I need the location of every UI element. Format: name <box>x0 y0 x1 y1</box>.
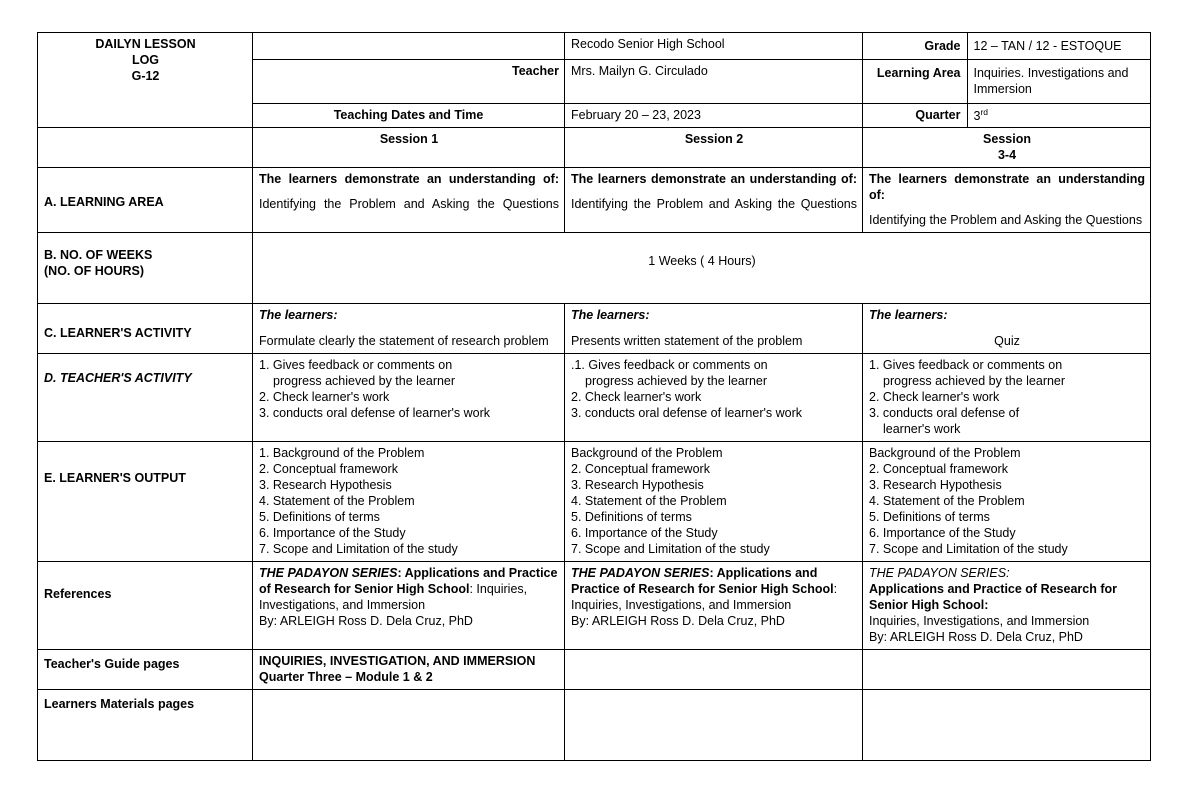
teachers-guide-s1-line-1: INQUIRIES, INVESTIGATION, AND IMMERSION <box>259 653 536 668</box>
learning-area-session1 <box>253 167 565 232</box>
learning-area-pair-cell <box>863 60 1151 104</box>
references-s2-author: By: ARLEIGH Ross D. Dela Cruz, PhD <box>571 613 785 628</box>
school-label-cell <box>253 33 565 60</box>
references-s1-series: THE PADAYON SERIES <box>259 565 398 580</box>
daily-lesson-log-table <box>37 32 1151 761</box>
row-no-of-weeks <box>38 232 1151 303</box>
session-header-row <box>38 127 1151 167</box>
quarter-value-cell <box>967 104 1151 127</box>
learning-area-value: Inquiries. Investigations and Immersion <box>973 66 1129 97</box>
row-learners-materials-pages <box>38 689 1151 760</box>
references-s3-author: By: ARLEIGH Ross D. Dela Cruz, PhD <box>869 629 1083 644</box>
learners-activity-s2-lead: The learners: <box>571 307 650 322</box>
learners-output-session3 <box>863 441 1151 561</box>
session-2-header: Session 2 <box>565 127 863 167</box>
learners-output-s2-item-2: 2. Conceptual framework <box>571 461 710 476</box>
learners-activity-s1-lead: The learners: <box>259 307 338 322</box>
teachers-activity-s2-item-2: 2. Check learner's work <box>571 389 702 404</box>
learners-output-s1-item-3: 3. Research Hypothesis <box>259 477 392 492</box>
row-teachers-activity <box>38 353 1151 441</box>
row-label-teachers-guide: Teacher's Guide pages <box>38 649 253 689</box>
learning-area-session3 <box>863 167 1151 232</box>
row-label-learners-materials: Learners Materials pages <box>38 689 253 760</box>
teachers-activity-s2-item-3: 3. conducts oral defense of learner's work <box>571 405 802 420</box>
learners-output-s2-item-5: 5. Definitions of terms <box>571 509 692 524</box>
learners-output-session2 <box>565 441 863 561</box>
learners-activity-s2-body: Presents written statement of the problem <box>571 333 803 348</box>
teachers-guide-s1-line-2: Quarter Three – Module 1 & 2 <box>259 669 433 684</box>
teacher-value: Mrs. Mailyn G. Circulado <box>565 60 863 104</box>
references-session1 <box>253 561 565 649</box>
learners-activity-session3 <box>863 303 1151 353</box>
learners-output-s3-item-1: Background of the Problem <box>869 445 1021 460</box>
learners-output-s3-item-3: 3. Research Hypothesis <box>869 477 1002 492</box>
row-label-references: References <box>38 561 253 649</box>
session-3-header-line-1: Session <box>983 131 1031 146</box>
teachers-activity-s2-item-1: .1. Gives feedback or comments on <box>571 357 768 372</box>
learners-output-session1 <box>253 441 565 561</box>
header-row-school <box>38 33 1151 60</box>
teachers-guide-session1 <box>253 649 565 689</box>
teachers-activity-s1-item-1-cont: progress achieved by the learner <box>273 373 456 388</box>
learners-output-s3-item-2: 2. Conceptual framework <box>869 461 1008 476</box>
row-label-no-of-weeks <box>38 232 253 303</box>
learners-activity-s3-body: Quiz <box>994 333 1020 348</box>
learners-output-s1-item-2: 2. Conceptual framework <box>259 461 398 476</box>
teachers-activity-s1-item-3: 3. conducts oral defense of learner's work <box>259 405 490 420</box>
no-of-weeks-value: 1 Weeks ( 4 Hours) <box>253 232 1151 303</box>
log-title-cell <box>38 33 253 128</box>
learning-area-s3-body: Identifying the Problem and Asking the Questions <box>869 212 1143 227</box>
learning-area-s1-lead: The learners demonstrate an understanding of: <box>259 171 559 186</box>
learners-output-s2-item-4: 4. Statement of the Problem <box>571 493 727 508</box>
references-session3 <box>863 561 1151 649</box>
learners-output-s3-item-4: 4. Statement of the Problem <box>869 493 1025 508</box>
row-label-learners-activity: C. LEARNER'S ACTIVITY <box>38 303 253 353</box>
teaching-dates-label: Teaching Dates and Time <box>253 103 565 127</box>
learners-output-s2-item-6: 6. Importance of the Study <box>571 525 718 540</box>
references-session2 <box>565 561 863 649</box>
references-s2-bold: : Applications and Practice of Research for Senior High School <box>571 565 834 596</box>
teachers-guide-session3 <box>863 649 1151 689</box>
teachers-activity-s3-item-1: 1. Gives feedback or comments on <box>869 357 1063 372</box>
learners-activity-session2 <box>565 303 863 353</box>
teachers-activity-s3-item-3-cont: learner's work <box>883 421 961 436</box>
references-s2-rest: : Inquiries, Investigations, and Immersion <box>571 581 838 612</box>
row-learning-area <box>38 167 1151 232</box>
learners-output-s2-item-3: 3. Research Hypothesis <box>571 477 704 492</box>
learners-materials-session3 <box>863 689 1151 760</box>
learners-activity-s1-body: Formulate clearly the statement of research problem <box>259 333 549 348</box>
quarter-pair-cell <box>863 103 1151 127</box>
row-label-learners-output: E. LEARNER'S OUTPUT <box>38 441 253 561</box>
row-label-no-of-weeks-line-1: B. NO. OF WEEKS <box>44 247 153 262</box>
learners-materials-session1 <box>253 689 565 760</box>
learners-output-s1-item-7: 7. Scope and Limitation of the study <box>259 541 458 556</box>
grade-pair-cell <box>863 33 1151 60</box>
teachers-activity-session1 <box>253 353 565 441</box>
session-3-header <box>863 127 1151 167</box>
references-s2-text <box>571 565 857 613</box>
teachers-guide-session2 <box>565 649 863 689</box>
school-value: Recodo Senior High School <box>565 33 863 60</box>
references-s2-series: THE PADAYON SERIES <box>571 565 710 580</box>
learning-area-s3-lead: The learners demonstrate an understanding of: <box>869 171 1145 202</box>
learners-output-s1-item-1: 1. Background of the Problem <box>259 445 425 460</box>
learners-output-s3-item-5: 5. Definitions of terms <box>869 509 990 524</box>
session-1-header: Session 1 <box>253 127 565 167</box>
learners-output-s2-item-7: 7. Scope and Limitation of the study <box>571 541 770 556</box>
row-label-no-of-weeks-line-2: (NO. OF HOURS) <box>44 263 144 278</box>
grade-value: 12 – TAN / 12 - ESTOQUE <box>973 39 1122 53</box>
session-header-blank <box>38 127 253 167</box>
teachers-activity-s3-item-1-cont: progress achieved by the learner <box>883 373 1066 388</box>
learning-area-s1-body: Identifying the Problem and Asking the Questions <box>259 196 559 211</box>
teaching-dates-value: February 20 – 23, 2023 <box>565 103 863 127</box>
teachers-activity-s2-item-1-cont: progress achieved by the learner <box>585 373 768 388</box>
learning-area-s2-body: Identifying the Problem and Asking the Questions <box>571 196 857 211</box>
log-title-line-1: DAILYN LESSON <box>95 37 196 51</box>
log-title-line-3: G-12 <box>131 69 160 83</box>
row-teachers-guide-pages <box>38 649 1151 689</box>
references-s3-series: THE PADAYON SERIES: <box>869 565 1010 580</box>
row-learners-activity <box>38 303 1151 353</box>
row-label-teachers-activity: D. TEACHER'S ACTIVITY <box>38 353 253 441</box>
references-s3-bold: Applications and Practice of Research for Senior High School: <box>869 581 1117 612</box>
learners-output-s3-item-7: 7. Scope and Limitation of the study <box>869 541 1068 556</box>
learners-activity-s3-lead: The learners: <box>869 307 948 322</box>
references-s1-bold: : Applications and Practice of Research for Senior High School <box>259 565 558 596</box>
learning-area-session2 <box>565 167 863 232</box>
session-3-header-line-2: 3-4 <box>997 147 1017 162</box>
learners-output-s1-item-6: 6. Importance of the Study <box>259 525 406 540</box>
teachers-activity-session3 <box>863 353 1151 441</box>
quarter-label: Quarter <box>863 104 967 127</box>
learning-area-s2-lead: The learners demonstrate an understanding of: <box>571 171 857 186</box>
learners-activity-session1 <box>253 303 565 353</box>
learners-output-s2-item-1: Background of the Problem <box>571 445 723 460</box>
row-references <box>38 561 1151 649</box>
teachers-activity-s3-item-3: 3. conducts oral defense of <box>869 405 1020 420</box>
teachers-activity-s3-item-2: 2. Check learner's work <box>869 389 1000 404</box>
log-title-line-2: LOG <box>131 53 160 67</box>
learners-output-s3-item-6: 6. Importance of the Study <box>869 525 1016 540</box>
quarter-value: 3 <box>973 108 981 123</box>
learners-output-s1-item-4: 4. Statement of the Problem <box>259 493 415 508</box>
references-s1-author: By: ARLEIGH Ross D. Dela Cruz, PhD <box>259 613 473 628</box>
teachers-activity-session2 <box>565 353 863 441</box>
teachers-activity-s1-item-1: 1. Gives feedback or comments on <box>259 357 453 372</box>
learning-area-label: Learning Area <box>863 60 967 103</box>
references-s1-rest: : Inquiries, Investigations, and Immersion <box>259 581 528 612</box>
references-s1-text <box>259 565 559 613</box>
teachers-activity-s1-item-2: 2. Check learner's work <box>259 389 390 404</box>
references-s3-rest: Inquiries, Investigations, and Immersion <box>869 613 1090 628</box>
row-label-learning-area: A. LEARNING AREA <box>38 167 253 232</box>
grade-label: Grade <box>863 33 967 59</box>
quarter-ordinal-suffix: rd <box>980 106 989 117</box>
learners-materials-session2 <box>565 689 863 760</box>
teacher-label: Teacher <box>253 60 565 104</box>
learners-output-s1-item-5: 5. Definitions of terms <box>259 509 380 524</box>
row-learners-output <box>38 441 1151 561</box>
